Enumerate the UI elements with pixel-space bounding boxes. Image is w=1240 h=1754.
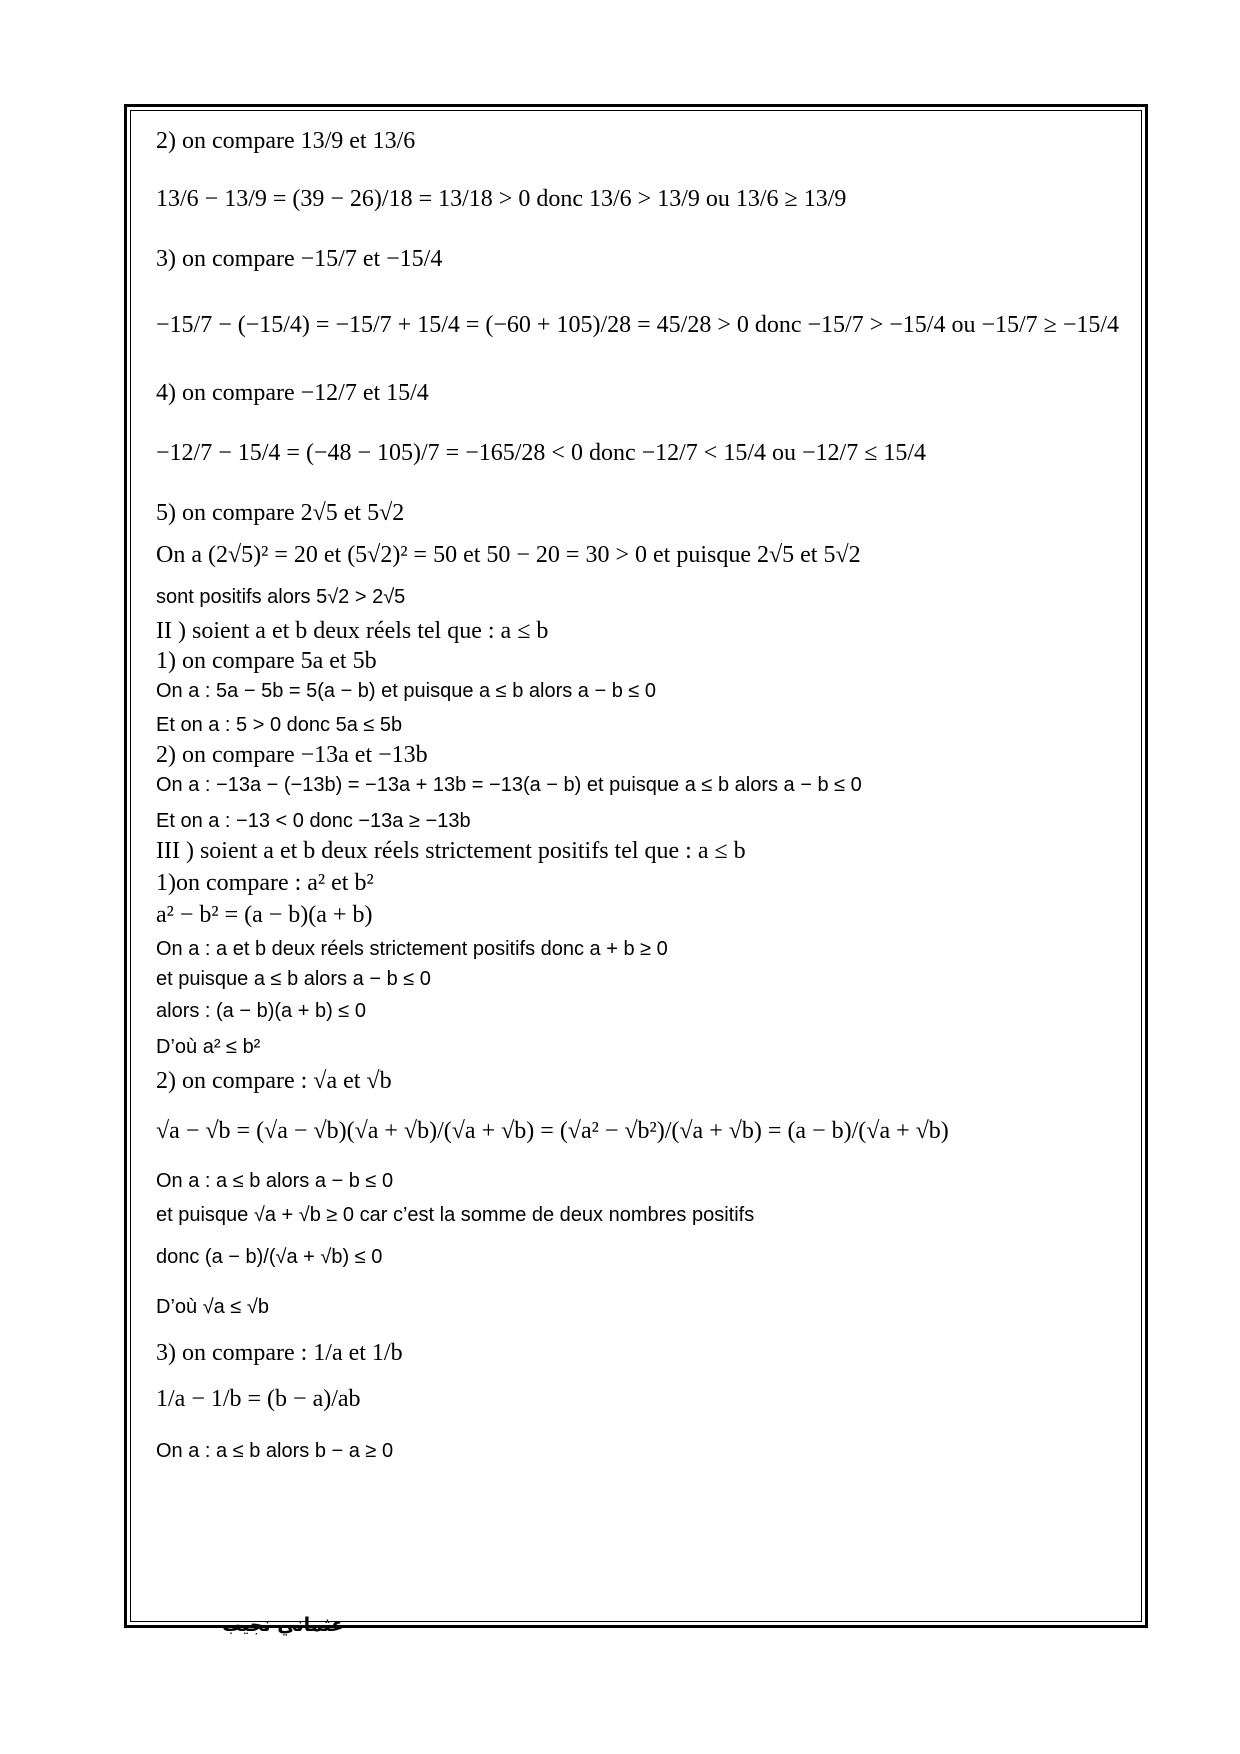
line-4: −15/7 − (−15/4) = −15/7 + 15/4 = (−60 + 105)/28 = 45/28 > 0 donc −15/7 > −15/4 ou −15/7 ≥ −15/4 (156, 312, 1120, 338)
line-17: III ) soient a et b deux réels strictement positifs tel que : a ≤ b (156, 838, 746, 864)
line-12: On a : 5a − 5b = 5(a − b) et puisque a ≤ b alors a − b ≤ 0 (156, 680, 657, 702)
line-1: 2) on compare 13/9 et 13/6 (156, 128, 416, 154)
line-31: 1/a − 1/b = (b − a)/ab (156, 1386, 361, 1412)
line-18: 1)on compare : a² et b² (156, 870, 374, 896)
line-32: On a : a ≤ b alors b − a ≥ 0 (156, 1440, 394, 1462)
line-20: On a : a et b deux réels strictement positifs donc a + b ≥ 0 (156, 938, 668, 960)
line-2: 13/6 − 13/9 = (39 − 26)/18 = 13/18 > 0 donc 13/6 > 13/9 ou 13/6 ≥ 13/9 (156, 186, 847, 212)
line-21: et puisque a ≤ b alors a − b ≤ 0 (156, 968, 431, 990)
line-14: 2) on compare −13a et −13b (156, 742, 428, 768)
line-25: √a − √b = (√a − √b)(√a + √b)/(√a + √b) = (√a² − √b²)/(√a + √b) = (a − b)/(√a + √b) (156, 1118, 949, 1144)
line-6: −12/7 − 15/4 = (−48 − 105)/7 = −165/28 < 0 donc −12/7 < 15/4 ou −12/7 ≤ 15/4 (156, 440, 927, 466)
line-23: D’où a² ≤ b² (156, 1036, 261, 1058)
line-22: alors : (a − b)(a + b) ≤ 0 (156, 1000, 366, 1022)
line-10: II ) soient a et b deux réels tel que : a ≤ b (156, 618, 549, 644)
line-11: 1) on compare 5a et 5b (156, 648, 377, 674)
line-7: 5) on compare 2√5 et 5√2 (156, 500, 405, 526)
line-3: 3) on compare −15/7 et −15/4 (156, 246, 443, 272)
line-26: On a : a ≤ b alors a − b ≤ 0 (156, 1170, 394, 1192)
author-signature: عثماني نجيب (222, 1614, 345, 1636)
line-29: D’où √a ≤ √b (156, 1296, 269, 1318)
line-19: a² − b² = (a − b)(a + b) (156, 902, 373, 928)
line-28: donc (a − b)/(√a + √b) ≤ 0 (156, 1246, 383, 1268)
line-16: Et on a : −13 < 0 donc −13a ≥ −13b (156, 810, 471, 832)
line-30: 3) on compare : 1/a et 1/b (156, 1340, 403, 1366)
line-15: On a : −13a − (−13b) = −13a + 13b = −13(a − b) et puisque a ≤ b alors a − b ≤ 0 (156, 774, 862, 796)
line-24: 2) on compare : √a et √b (156, 1068, 392, 1094)
line-13: Et on a : 5 > 0 donc 5a ≤ 5b (156, 714, 403, 736)
line-8: On a (2√5)² = 20 et (5√2)² = 50 et 50 − 20 = 30 > 0 et puisque 2√5 et 5√2 (156, 542, 861, 568)
line-27: et puisque √a + √b ≥ 0 car c’est la somme de deux nombres positifs (156, 1204, 755, 1226)
line-9: sont positifs alors 5√2 > 2√5 (156, 586, 406, 608)
line-5: 4) on compare −12/7 et 15/4 (156, 380, 429, 406)
